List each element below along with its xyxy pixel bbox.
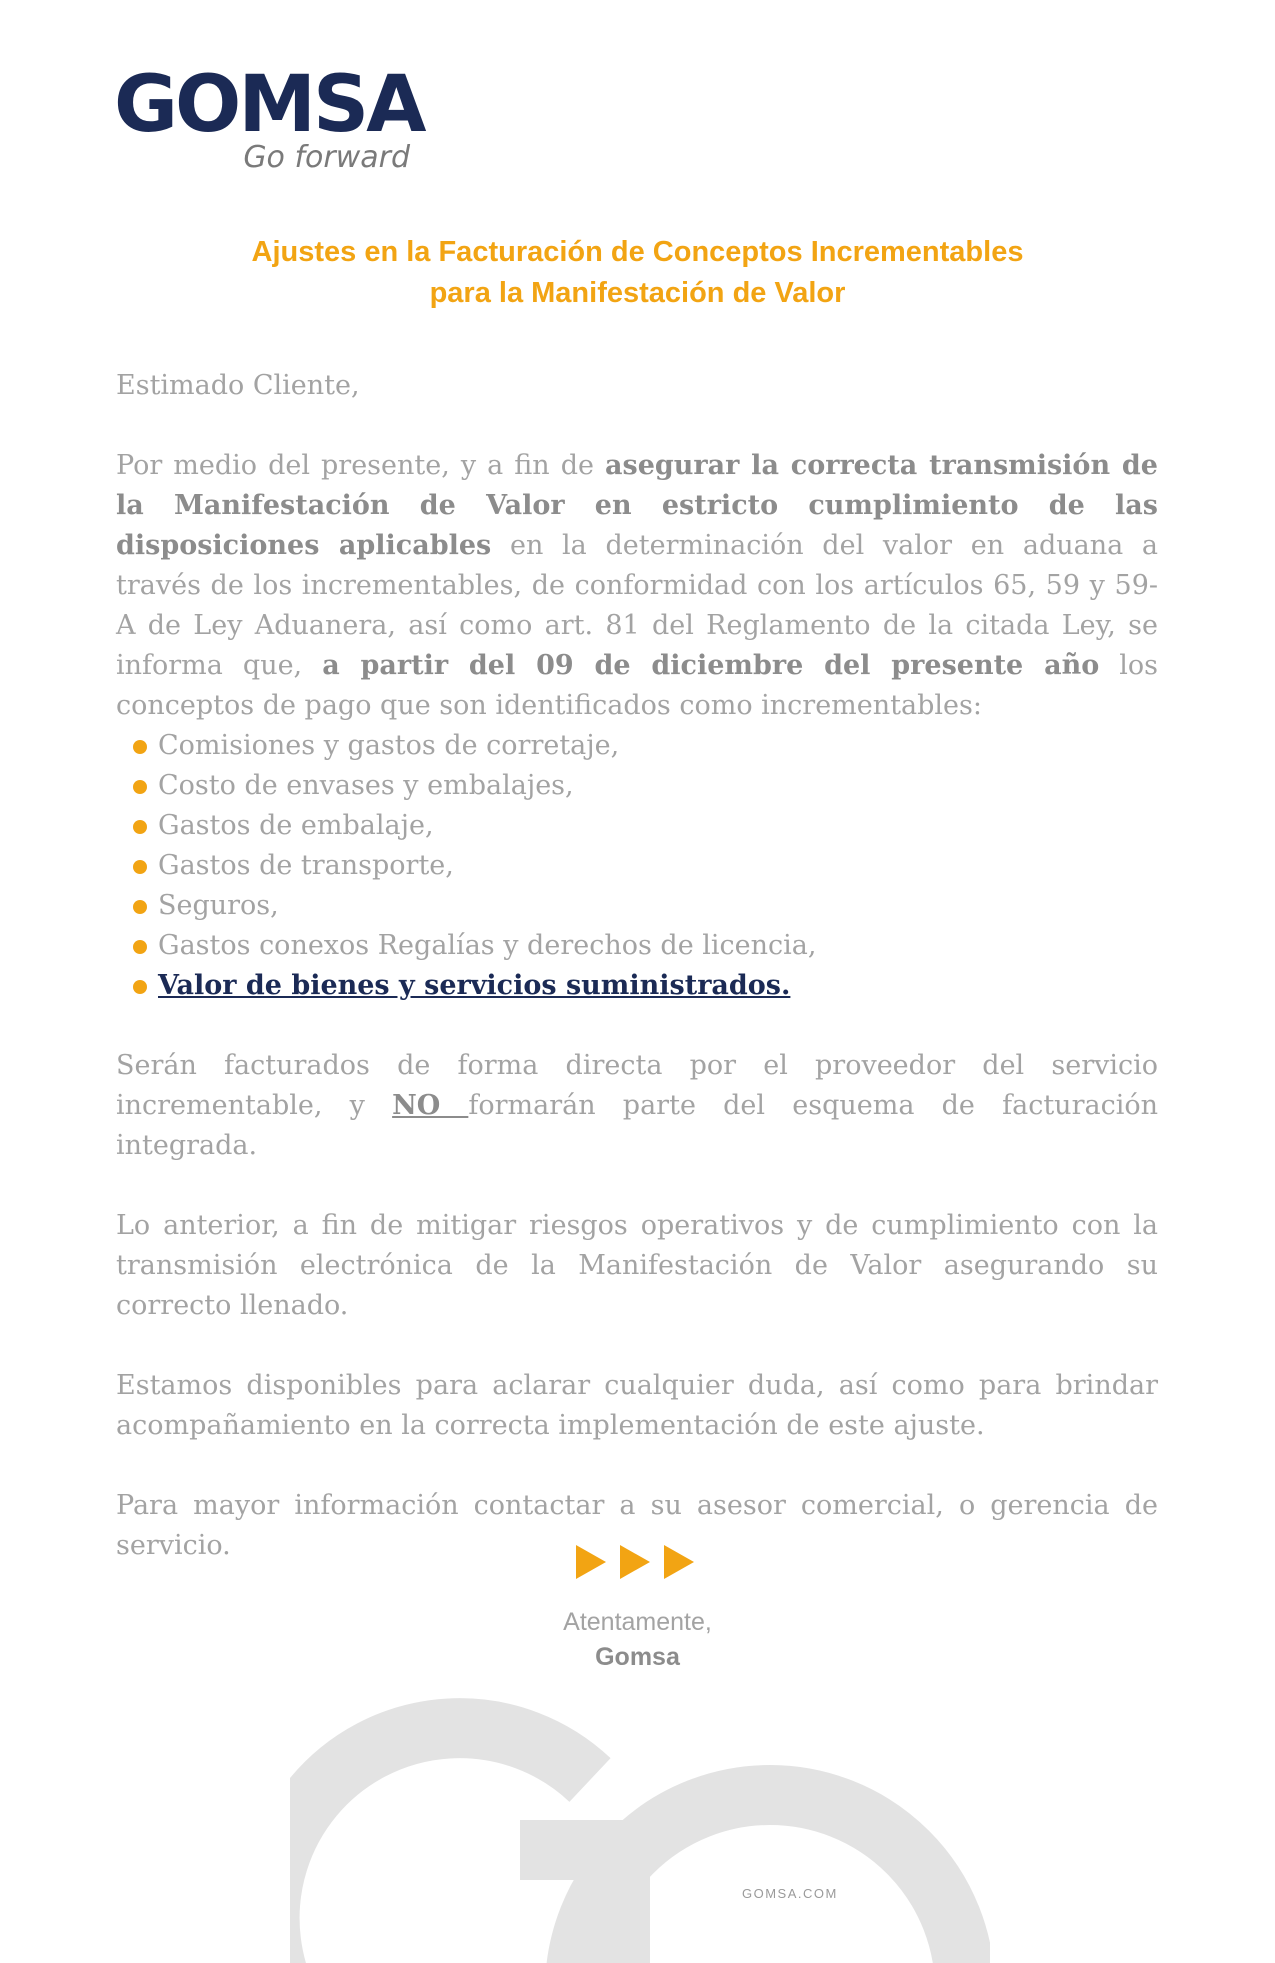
bullet-icon <box>133 940 147 954</box>
bullet-icon <box>133 740 147 754</box>
page-title <box>0 232 1275 314</box>
list-item-highlighted <box>116 966 1158 1006</box>
list-item-text: Gastos de transporte, <box>158 850 454 881</box>
billing-text-2: formarán parte del esquema de facturación integrada. <box>116 1090 1158 1161</box>
greeting: Estimado Cliente, <box>116 370 360 401</box>
website-url[interactable]: GOMSA.COM <box>742 1886 838 1901</box>
gomsa-logo <box>114 60 424 184</box>
billing-text-1: Serán facturados de forma directa por el proveedor del servicio incrementable, y <box>116 1050 1158 1121</box>
list-item-text: Comisiones y gastos de corretaje, <box>158 730 620 761</box>
logo-wordmark: GOMSA <box>114 60 424 150</box>
closing-block <box>0 1605 1275 1675</box>
intro-emphasis-date: a partir del 09 de diciembre del presente año <box>322 650 1100 681</box>
list-item <box>116 726 1158 766</box>
arrow-right-icon <box>664 1545 694 1579</box>
intro-text-2: en la determinación del valor en aduana a través de los incrementables, de conformidad con los artículos 65, 59 y 59-A de Ley Aduanera, así como art. 81 del Reglamento de la citada Ley, se informa que, <box>116 530 1158 681</box>
title-line-2: para la Manifestación de Valor <box>429 277 846 309</box>
incrementables-list <box>116 726 1158 1006</box>
bullet-icon <box>133 980 147 994</box>
list-item-text: Gastos de embalaje, <box>158 810 434 841</box>
billing-no-emphasis: NO <box>392 1090 469 1121</box>
list-item <box>116 926 1158 966</box>
contact-paragraph: Para mayor información contactar a su asesor comercial, o gerencia de servicio. <box>116 1490 1158 1561</box>
billing-paragraph <box>116 1046 1158 1166</box>
letter-body <box>116 366 1158 1566</box>
list-item-text: Costo de envases y embalajes, <box>158 770 574 801</box>
arrow-right-icon <box>620 1545 650 1579</box>
bullet-icon <box>133 780 147 794</box>
intro-text-3: los conceptos de pago que son identificados como incrementables: <box>116 650 1158 721</box>
list-item-text: Gastos conexos Regalías y derechos de licencia, <box>158 930 817 961</box>
intro-emphasis-1: asegurar la correcta transmisión de la Manifestación de Valor en estricto cumplimiento de las disposiciones aplicables <box>116 450 1158 561</box>
arrow-right-icon <box>576 1545 606 1579</box>
closing-salutation: Atentamente, <box>563 1608 712 1636</box>
intro-text-1: Por medio del presente, y a fin de <box>116 450 605 481</box>
triple-arrow-icon <box>576 1545 700 1581</box>
intro-paragraph <box>116 446 1158 726</box>
bullet-icon <box>133 900 147 914</box>
availability-paragraph: Estamos disponibles para aclarar cualquier duda, así como para brindar acompañamiento en la correcta implementación de este ajuste. <box>116 1370 1158 1441</box>
risk-paragraph: Lo anterior, a fin de mitigar riesgos operativos y de cumplimiento con la transmisión electrónica de la Manifestación de Valor asegurando su correcto llenado. <box>116 1210 1158 1321</box>
list-item <box>116 806 1158 846</box>
list-item <box>116 846 1158 886</box>
go-watermark-logo <box>290 1690 990 1963</box>
list-item <box>116 766 1158 806</box>
logo-tagline: Go forward <box>243 140 410 175</box>
bullet-icon <box>133 820 147 834</box>
list-item <box>116 886 1158 926</box>
list-item-text: Seguros, <box>158 890 279 921</box>
title-line-1: Ajustes en la Facturación de Conceptos Incrementables <box>251 236 1024 268</box>
bullet-icon <box>133 860 147 874</box>
list-item-text: Valor de bienes y servicios suministrados. <box>158 970 791 1001</box>
closing-signature: Gomsa <box>595 1643 680 1671</box>
